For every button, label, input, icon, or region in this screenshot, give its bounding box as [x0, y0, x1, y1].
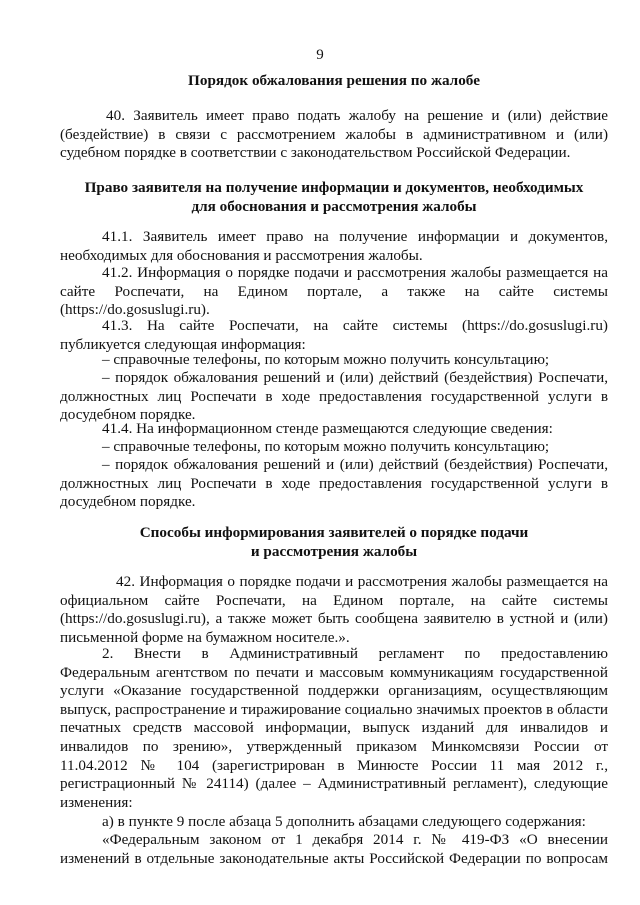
- text-line: 41.4. На информационном стенде размещаются следующие сведения:: [102, 420, 553, 437]
- text-line: изменения:: [60, 793, 133, 811]
- paragraph-40: [60, 107, 608, 163]
- text-line: судебном порядке в соответствии с законодательством Российской Федерации.: [60, 144, 571, 162]
- text-line: (бездействие) в связи с рассмотрением жалобы в административном и (или): [60, 125, 608, 143]
- text-line: (https://do.gosuslugi.ru), а также может быть сообщена заявителю в устной и (или): [60, 610, 608, 628]
- paragraph-41-1: [60, 228, 608, 265]
- section-heading-right-to-information: [60, 178, 608, 216]
- paragraph-item-a: [60, 813, 608, 832]
- list-item-phones: [60, 351, 608, 370]
- text-line: 2. Внести в Административный регламент по предоставлению: [102, 645, 608, 662]
- text-line: 41.3. На сайте Роспечати, на сайте системы (https://do.gosuslugi.ru): [102, 317, 608, 334]
- text-line: регистрационный № 24114) (далее – Административный регламент), следующие: [60, 775, 608, 793]
- text-line: – справочные телефоны, по которым можно получить консультацию;: [102, 351, 550, 368]
- text-line: 11.04.2012 № 104 (зарегистрирован в Минюсте России 11 мая 2012 г.,: [60, 756, 608, 774]
- text-line: – порядок обжалования решений и (или) действий (бездействия) Роспечати,: [102, 369, 608, 386]
- text-line: «Федеральным законом от 1 декабря 2014 г. № 419-ФЗ «О внесении: [102, 831, 608, 848]
- section-heading-informing-methods: [60, 523, 608, 561]
- text-line: должностных лиц Роспечати в ходе предоставления государственной услуги в: [60, 387, 608, 405]
- text-line: досудебном порядке.: [60, 493, 196, 511]
- heading-line: и рассмотрения жалобы: [250, 543, 418, 560]
- text-line: 41.1. Заявитель имеет право на получение информации и документов,: [102, 228, 608, 245]
- text-line: 40. Заявитель имеет право подать жалобу на решение и (или) действие: [106, 107, 608, 124]
- text-line: печатных средств массовой информации, выпуск изданий для инвалидов и: [60, 719, 608, 737]
- text-line: – порядок обжалования решений и (или) действий (бездействия) Роспечати,: [102, 456, 608, 473]
- text-line: официальном сайте Роспечати, на Едином портале, на сайте системы: [60, 591, 608, 609]
- text-line: 41.2. Информация о порядке подачи и рассмотрения жалобы размещается на: [102, 264, 608, 281]
- text-line: – справочные телефоны, по которым можно получить консультацию;: [102, 438, 550, 455]
- text-line: инвалидов по зрению», утвержденный приказом Минкомсвязи России от: [60, 737, 608, 755]
- list-item-appeal-order: [60, 456, 608, 512]
- paragraph-item-2: [60, 645, 608, 812]
- text-line: 42. Информация о порядке подачи и рассмотрения жалобы размещается на: [116, 573, 608, 590]
- section-heading-appeal-procedure: [60, 71, 608, 90]
- text-line: услуги «Оказание государственной поддержки организациям, осуществляющим: [60, 682, 608, 700]
- text-line: (https://do.gosuslugi.ru).: [60, 301, 210, 319]
- text-line: должностных лиц Роспечати в ходе предоставления государственной услуги в: [60, 474, 608, 492]
- heading-line: Способы информирования заявителей о порядке подачи: [139, 524, 529, 541]
- list-item-phones: [60, 438, 608, 457]
- paragraph-42: [60, 573, 608, 647]
- heading-line: Порядок обжалования решения по жалобе: [188, 72, 480, 89]
- paragraph-federal-law-quote: [60, 831, 608, 868]
- heading-line: для обоснования и рассмотрения жалобы: [191, 198, 477, 215]
- paragraph-41-4: [60, 420, 608, 439]
- text-line: а) в пункте 9 после абзаца 5 дополнить абзацами следующего содержания:: [102, 813, 586, 830]
- list-item-appeal-order: [60, 369, 608, 425]
- paragraph-41-3: [60, 317, 608, 354]
- text-line: публикуется следующая информация:: [60, 335, 306, 353]
- page-number: 9: [316, 47, 324, 63]
- text-line: сайте Роспечати, на Едином портале, а также на сайте системы: [60, 282, 608, 300]
- heading-line: Право заявителя на получение информации и документов, необходимых: [84, 179, 584, 196]
- text-line: изменений в отдельные законодательные акты Российской Федерации по вопросам: [60, 849, 608, 867]
- text-line: выпуск, распространение и тиражирование социально значимых проектов в области: [60, 700, 608, 718]
- text-line: Федеральным агентством по печати и массовым коммуникациям государственной: [60, 663, 608, 681]
- text-line: досудебном порядке.: [60, 406, 196, 424]
- text-line: письменной форме на бумажном носителе.».: [60, 628, 350, 646]
- paragraph-41-2: [60, 264, 608, 320]
- text-line: необходимых для обоснования и рассмотрения жалобы.: [60, 246, 423, 264]
